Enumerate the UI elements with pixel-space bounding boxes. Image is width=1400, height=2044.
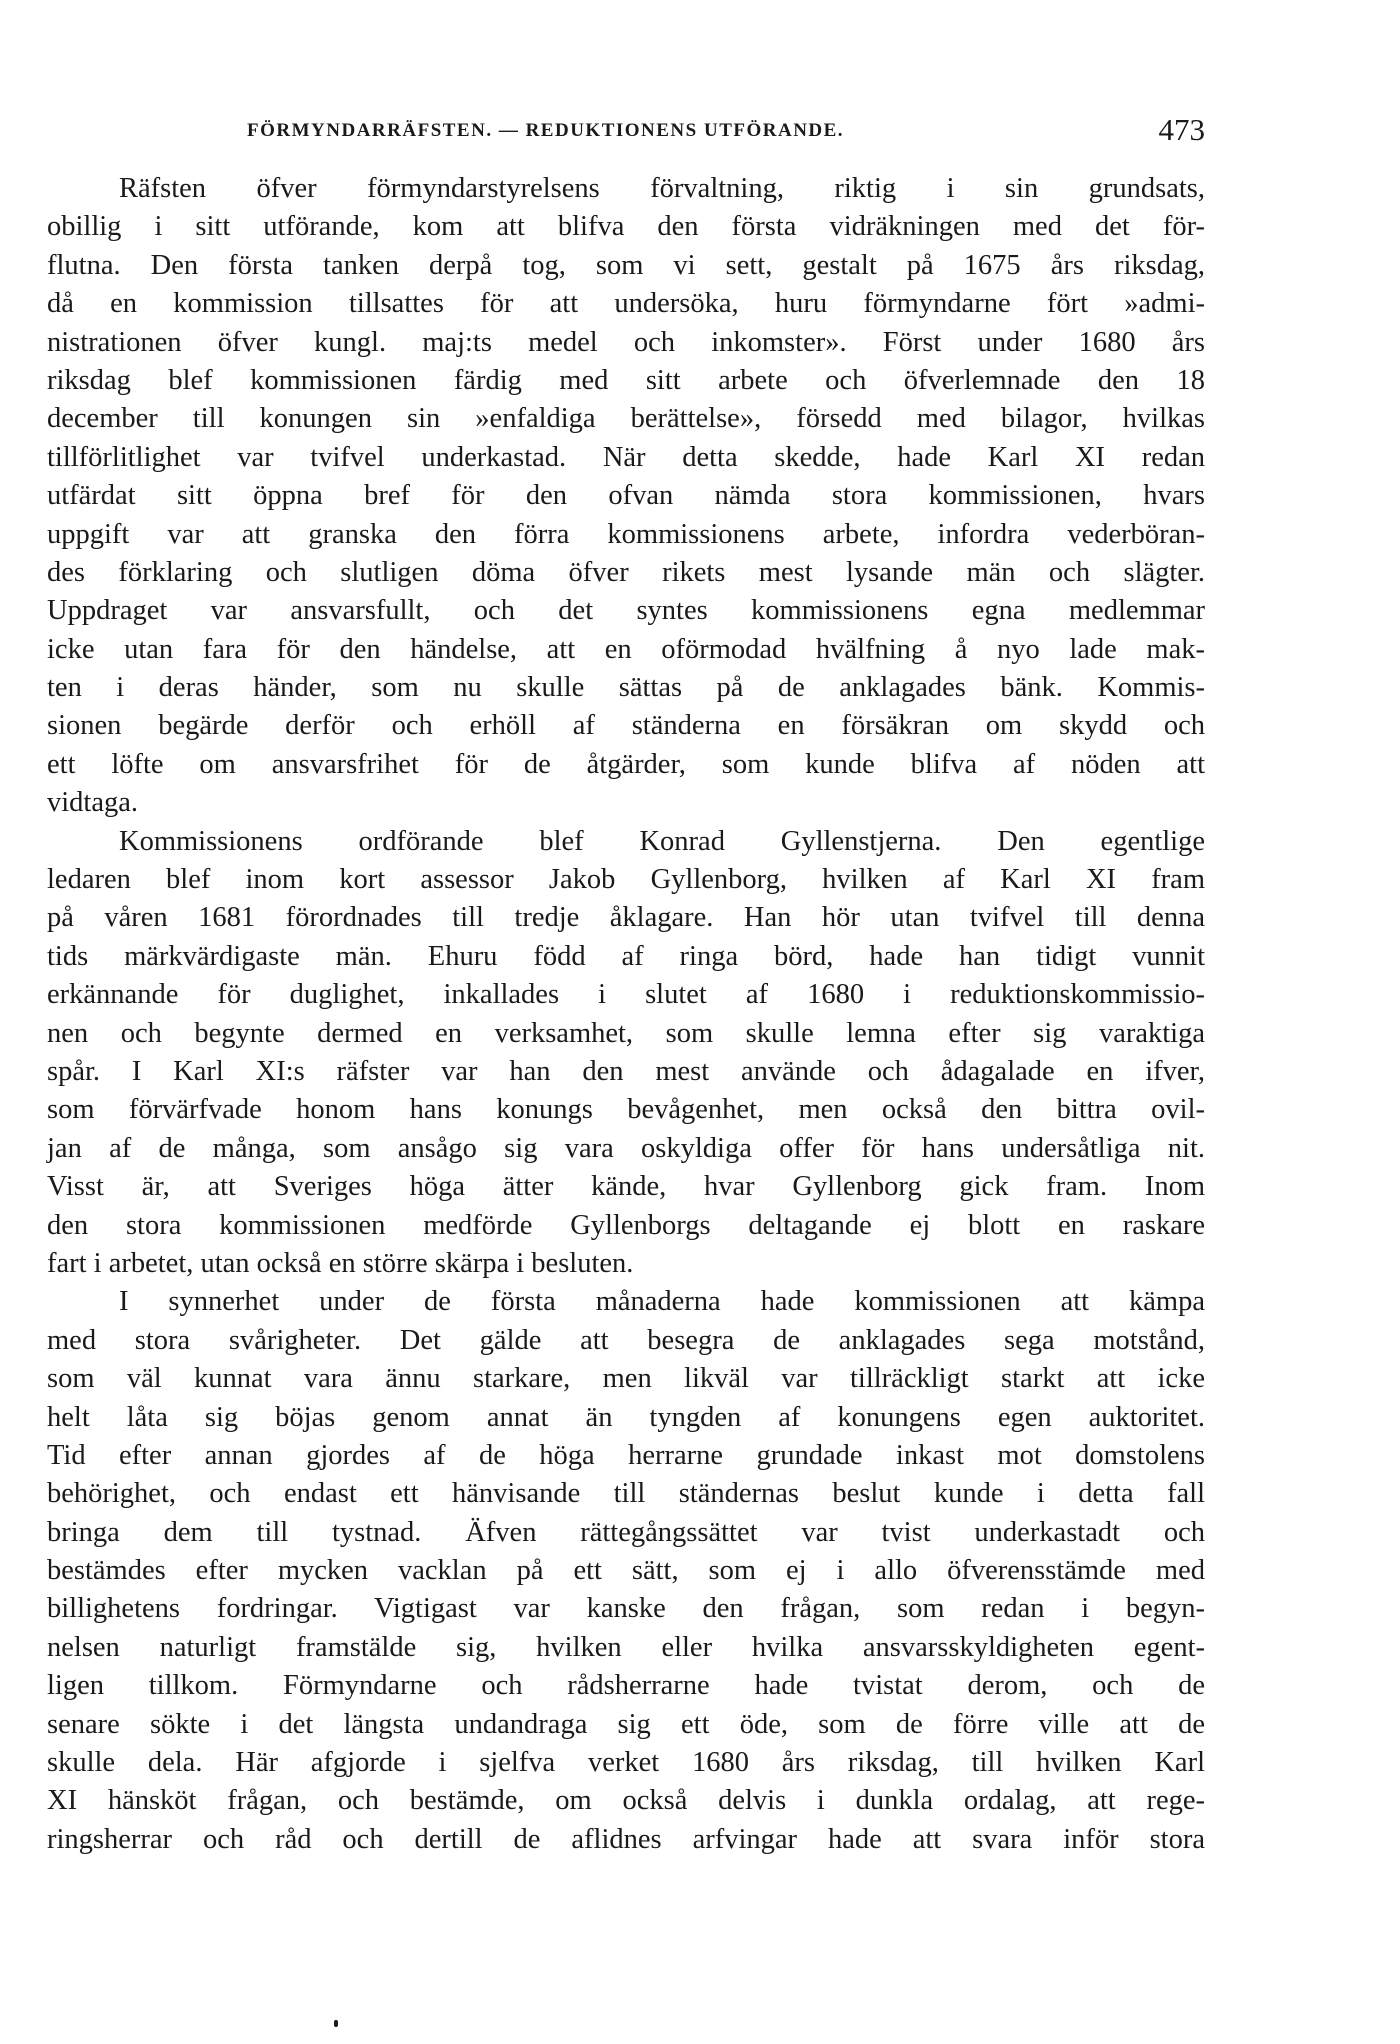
running-header: [47, 112, 1205, 152]
text-line: Uppdraget var ansvarsfullt, och det syntes kommissionens egna medlemmar: [47, 595, 1205, 627]
text-line: XI hänsköt frågan, och bestämde, om också delvis i dunkla ordalag, att rege-: [47, 1785, 1205, 1817]
paragraph-2: [47, 823, 1205, 1284]
text-line: Kommissionens ordförande blef Konrad Gyllenstjerna. Den egentlige: [119, 825, 1205, 857]
text-line: ett löfte om ansvarsfrihet för de åtgärder, som kunde blifva af nöden att: [47, 748, 1205, 780]
text-line: icke utan fara för den händelse, att en oförmodad hvälfning å nyo lade mak-: [47, 633, 1205, 665]
text-line: nelsen naturligt framstälde sig, hvilken eller hvilka ansvarsskyldigheten egent-: [47, 1631, 1205, 1663]
text-line: ten i deras händer, som nu skulle sättas på de anklagades bänk. Kommis-: [47, 672, 1205, 704]
text-line: december till konungen sin »enfaldiga berättelse», försedd med bilagor, hvilkas: [47, 403, 1205, 435]
text-line: bestämdes efter mycken vacklan på ett sätt, som ej i allo öfverensstämde med: [47, 1555, 1205, 1587]
text-line: Visst är, att Sveriges höga ätter kände, hvar Gyllenborg gick fram. Inom: [47, 1171, 1205, 1203]
text-line: skulle dela. Här afgjorde i sjelfva verket 1680 års riksdag, till hvilken Karl: [47, 1747, 1205, 1779]
text-line: som förvärfvade honom hans konungs bevågenhet, men också den bittra ovil-: [47, 1094, 1205, 1126]
paragraph-3: [47, 1283, 1205, 1859]
text-line: des förklaring och slutligen döma öfver rikets mest lysande män och slägter.: [47, 556, 1205, 588]
text-line: sionen begärde derför och erhöll af ständerna en försäkran om skydd och: [47, 710, 1205, 742]
text-line: utfärdat sitt öppna bref för den ofvan nämda stora kommissionen, hvars: [47, 480, 1205, 512]
text-line: ringsherrar och råd och dertill de aflidnes arfvingar hade att svara inför stora: [47, 1823, 1205, 1855]
text-line: ledaren blef inom kort assessor Jakob Gyllenborg, hvilken af Karl XI fram: [47, 864, 1205, 896]
paragraph-1: [47, 170, 1205, 823]
text-line: den stora kommissionen medförde Gyllenborgs deltagande ej blott en raskare: [47, 1209, 1205, 1241]
text-line: som väl kunnat vara ännu starkare, men likväl var tillräckligt starkt att icke: [47, 1363, 1205, 1395]
text-line: tillförlitlighet var tvifvel underkastad. När detta skedde, hade Karl XI redan: [47, 441, 1205, 473]
page-number: 473: [1158, 112, 1205, 147]
running-title: FÖRMYNDARRÄFSTEN. — REDUKTIONENS UTFÖRANDE.: [247, 120, 845, 141]
print-speck: [334, 2020, 338, 2027]
text-line: flutna. Den första tanken derpå tog, som vi sett, gestalt på 1675 års riksdag,: [47, 249, 1205, 281]
text-line: I synnerhet under de första månaderna hade kommissionen att kämpa: [119, 1286, 1205, 1318]
text-line: bringa dem till tystnad. Äfven rättegångssättet var tvist underkastadt och: [47, 1516, 1205, 1548]
text-line: erkännande för duglighet, inkallades i slutet af 1680 i reduktionskommissio-: [47, 979, 1205, 1011]
text-line: obillig i sitt utförande, kom att blifva den första vidräkningen med det för-: [47, 211, 1205, 243]
text-line: tids märkvärdigaste män. Ehuru född af ringa börd, hade han tidigt vunnit: [47, 940, 1205, 972]
text-line: Räfsten öfver förmyndarstyrelsens förvaltning, riktig i sin grundsats,: [119, 173, 1205, 204]
text-line: spår. I Karl XI:s räfster var han den mest använde och ådagalade en ifver,: [47, 1055, 1205, 1087]
text-line: ligen tillkom. Förmyndarne och rådsherrarne hade tvistat derom, och de: [47, 1670, 1205, 1702]
text-line: nistrationen öfver kungl. maj:ts medel och inkomster». Först under 1680 års: [47, 326, 1205, 358]
text-line: helt låta sig böjas genom annat än tyngden af konungens egen auktoritet.: [47, 1401, 1205, 1433]
text-line: nen och begynte dermed en verksamhet, som skulle lemna efter sig varaktiga: [47, 1017, 1205, 1049]
text-line: på våren 1681 förordnades till tredje åklagare. Han hör utan tvifvel till denna: [47, 902, 1205, 934]
text-line: billighetens fordringar. Vigtigast var kanske den frågan, som redan i begyn-: [47, 1593, 1205, 1625]
text-line: med stora svårigheter. Det gälde att besegra de anklagades sega motstånd,: [47, 1324, 1205, 1356]
text-line: Tid efter annan gjordes af de höga herrarne grundade inkast mot domstolens: [47, 1439, 1205, 1471]
text-line: uppgift var att granska den förra kommissionens arbete, infordra vederböran-: [47, 518, 1205, 550]
text-line: jan af de många, som ansågo sig vara oskyldiga offer för hans undersåtliga nit.: [47, 1132, 1205, 1164]
text-line: då en kommission tillsattes för att undersöka, huru förmyndarne fört »admi-: [47, 288, 1205, 320]
text-line: fart i arbetet, utan också en större skärpa i besluten.: [47, 1247, 634, 1279]
text-line: riksdag blef kommissionen färdig med sitt arbete och öfverlemnade den 18: [47, 364, 1205, 396]
text-line: vidtaga.: [47, 787, 139, 819]
body-text: [47, 170, 1205, 1859]
text-line: behörighet, och endast ett hänvisande till ständernas beslut kunde i detta fall: [47, 1478, 1205, 1510]
text-line: senare sökte i det längsta undandraga sig ett öde, som de förre ville att de: [47, 1708, 1205, 1740]
